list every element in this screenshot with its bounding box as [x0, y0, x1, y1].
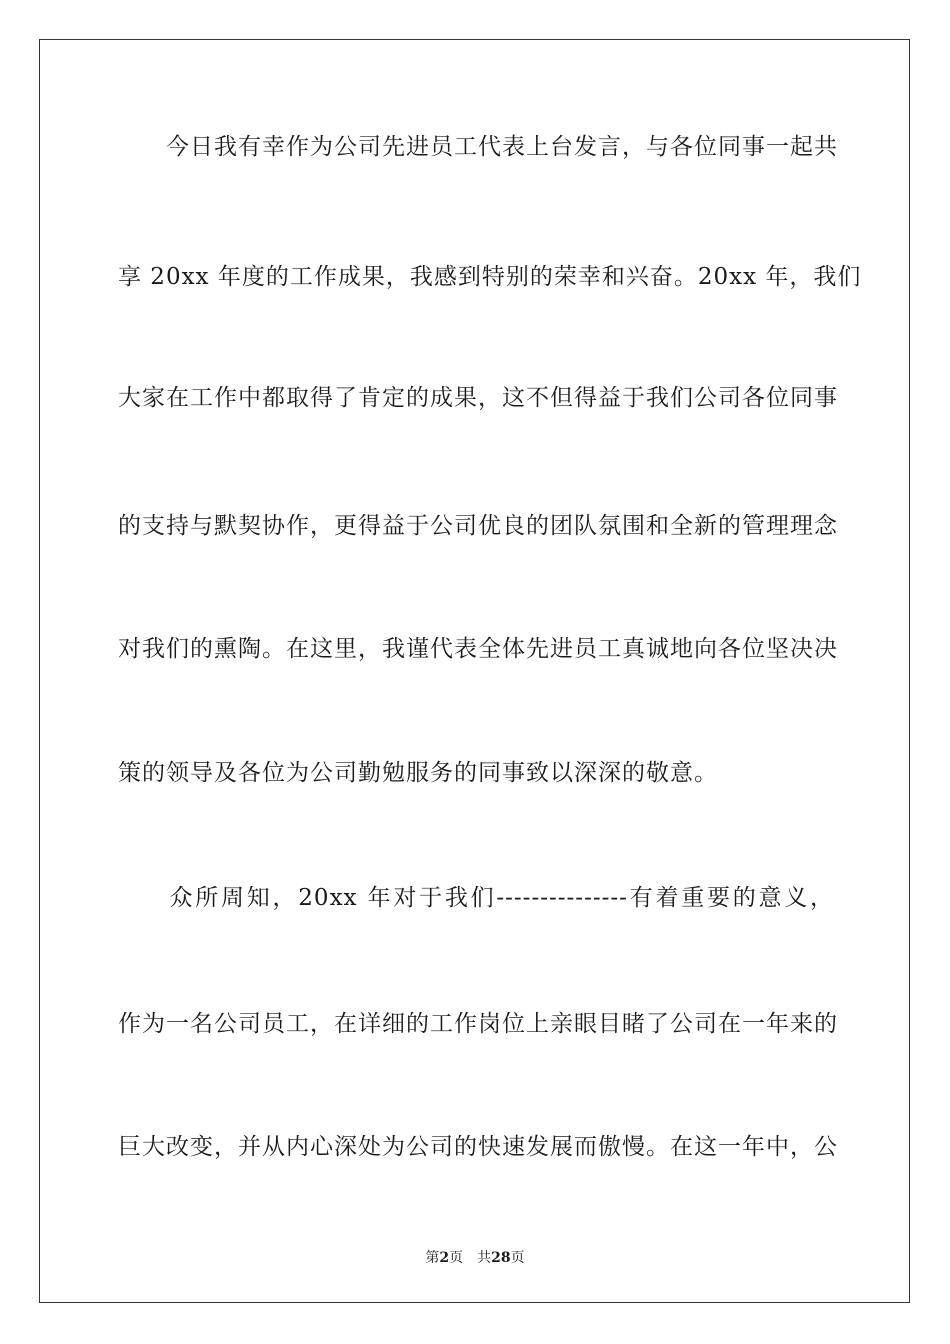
footer-total-suffix: 页 [510, 1250, 525, 1266]
paragraph-1-line-6: 策的领导及各位为公司勤勉服务的同事致以深深的敬意。 [118, 760, 718, 786]
footer-page-prefix: 第 [425, 1250, 440, 1266]
footer-page-suffix: 页 [449, 1250, 464, 1266]
paragraph-2-line-1: 众所周知，20xx 年对于我们---------------有着重要的意义， [118, 885, 834, 911]
page-border [39, 39, 910, 1303]
paragraph-1-line-5: 对我们的熏陶。在这里，我谨代表全体先进员工真诚地向各位坚决决 [118, 636, 838, 662]
paragraph-1-line-4: 的支持与默契协作，更得益于公司优良的团队氛围和全新的管理理念 [118, 513, 838, 539]
paragraph-1-line-2: 享 20xx 年度的工作成果，我感到特别的荣幸和兴奋。20xx 年，我们 [118, 264, 862, 290]
paragraph-1-line-1: 今日我有幸作为公司先进员工代表上台发言，与各位同事一起共 [118, 134, 838, 160]
paragraph-2-line-3: 巨大改变，并从内心深处为公司的快速发展而傲慢。在这一年中，公 [118, 1134, 838, 1160]
page-footer [0, 1248, 950, 1268]
footer-page-number: 2 [439, 1250, 450, 1266]
paragraph-1-line-3: 大家在工作中都取得了肯定的成果，这不但得益于我们公司各位同事 [118, 385, 838, 411]
paragraph-2-line-2: 作为一名公司员工，在详细的工作岗位上亲眼目睹了公司在一年来的 [118, 1011, 838, 1037]
footer-total-pages: 28 [491, 1250, 511, 1266]
footer-total-prefix: 共 [477, 1250, 492, 1266]
